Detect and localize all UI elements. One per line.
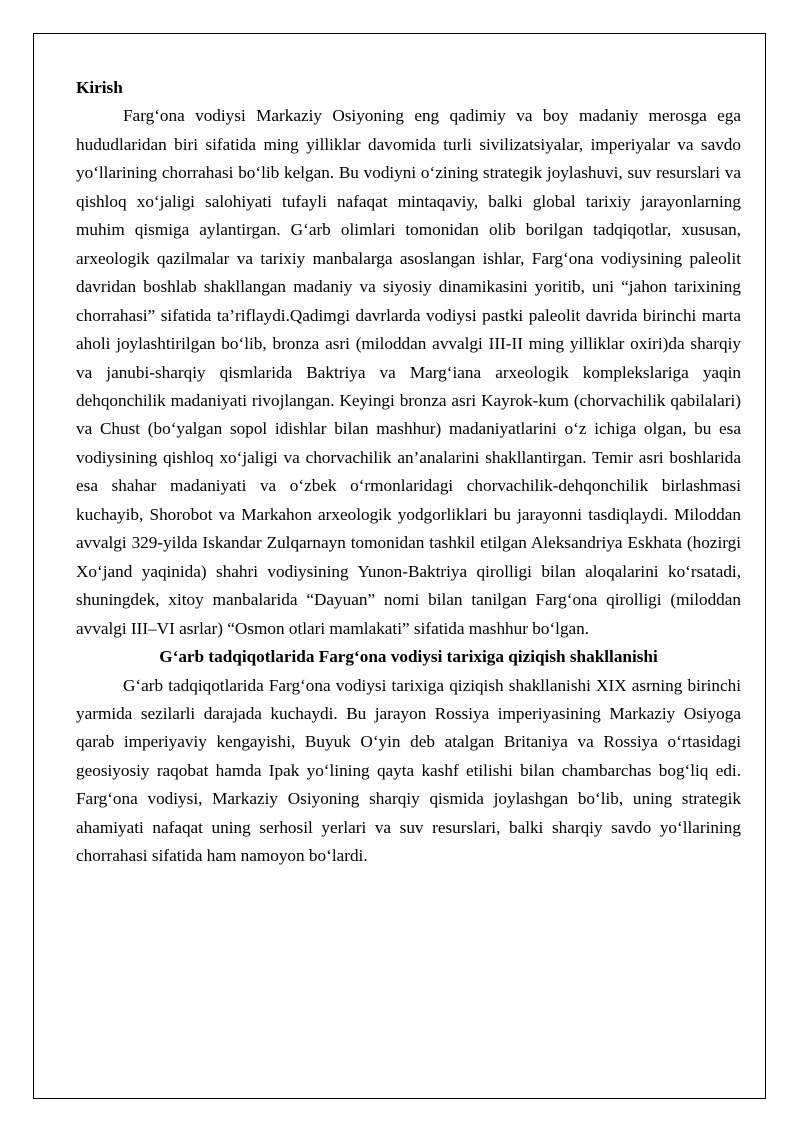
intro-heading: Kirish xyxy=(76,78,123,97)
section-paragraph: G‘arb tadqiqotlarida Farg‘ona vodiysi tarixiga qiziqish shakllanishi XIX asrning birinchi yarmida sezilarli darajada kuchaydi. Bu jarayon Rossiya imperiyasining Markaziy Osiyoga qarab imperiyaviy kengayishi, Buyuk O‘yin deb atalgan Britaniya va Rossiya o‘rtasidagi geosiyosiy raqobat hamda Ipak yo‘lining qayta kashf etilishi bilan chambarchas bog‘liq edi. Farg‘ona vodiysi, Markaziy Osiyoning sharqiy qismida joylashgan bo‘lib, uning strategik ahamiyati nafaqat uning serhosil yerlari va suv resurslari, balki sharqiy savdo yo‘llarining chorrahasi sifatida ham namoyon bo‘lardi. xyxy=(76,675,741,866)
document-body xyxy=(76,74,741,871)
section-heading: G‘arb tadqiqotlarida Farg‘ona vodiysi tarixiga qiziqish shakllanishi xyxy=(159,647,658,667)
intro-paragraph: Farg‘ona vodiysi Markaziy Osiyoning eng qadimiy va boy madaniy merosga ega hududlaridan biri sifatida ming yilliklar davomida turli sivilizatsiyalar, imperiyalar va savdo yo‘llarining chorrahasi bo‘lib kelgan. Bu vodiyni o‘zining strategik joylashuvi, suv resurslari va qishloq xo‘jaligi salohiyati tufayli nafaqat mintaqaviy, balki global tarixiy jarayonlarning muhim qismiga aylantirgan. G‘arb olimlari tomonidan olib borilgan tadqiqotlar, xususan, arxeologik qazilmalar va tarixiy manbalarga asoslangan ishlar, Farg‘ona vodiysining paleolit davridan boshlab shakllangan madaniy va siyosiy dinamikasini yoritib, uni “jahon tarixining chorrahasi” sifatida ta’riflaydi.Qadimgi davrlarda vodiysi pastki paleolit davrida birinchi marta aholi joylashtirilgan bo‘lib, bronza asri (miloddan avvalgi III-II ming yilliklar oxiri)da sharqiy va janubi-sharqiy qismlarida Baktriya va Marg‘iana arxeologik komplekslariga yaqin dehqonchilik madaniyati rivojlangan. Keyingi bronza asri Kayrok-kum (chorvachilik qabilalari) va Chust (bo‘yalgan sopol idishlar bilan mashhur) madaniyatlarini o‘z ichiga olgan, bu esa vodiysining qishloq xo‘jaligi va chorvachilik an’analarini shakllantirgan. Temir asri boshlarida esa shahar madaniyati va o‘zbek o‘rmonlaridagi chorvachilik-dehqonchilik birlashmasi kuchayib, Shorobot va Markahon arxeologik yodgorliklari bu jarayonni tasdiqlaydi. Miloddan avvalgi 329-yilda Iskandar Zulqarnayn tomonidan tashkil etilgan Aleksandriya Eskhata (hozirgi Xo‘jand yaqinida) shahri vodiysining Yunon-Baktriya qirolligi bilan aloqalarini ko‘rsatadi, shuningdek, xitoy manbalarida “Dayuan” nomi bilan tanilgan Farg‘ona qirolligi (miloddan avvalgi III–VI asrlar) “Osmon otlari mamlakati” sifatida mashhur bo‘lgan. xyxy=(76,106,741,638)
